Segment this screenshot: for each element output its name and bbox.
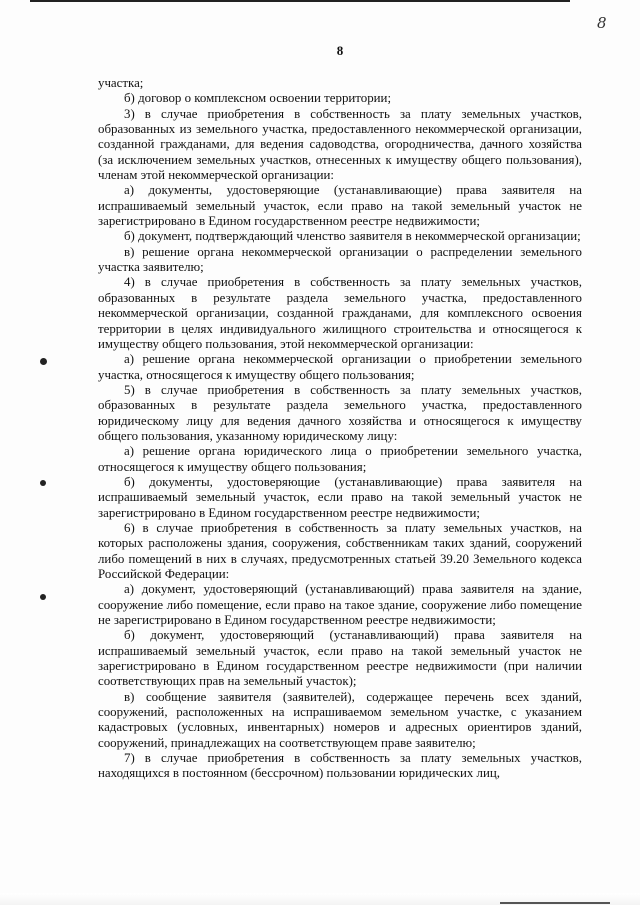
paragraph: б) документ, удостоверяющий (устанавливающий) права заявителя на испрашиваемый земельный участок, если право на такой земельный участок не зарегистрировано в Едином государственном реестре недвижимости (при наличии соответствующих прав на земельный участок);	[98, 628, 582, 689]
paragraph: а) решение органа некоммерческой организации о приобретении земельного участка, относящегося к имуществу общего пользования;	[98, 352, 582, 382]
paragraph: участка;	[98, 76, 144, 90]
hole-punch-mark	[40, 594, 46, 600]
hole-punch-mark	[40, 358, 47, 365]
paragraph: а) документы, удостоверяющие (устанавливающие) права заявителя на испрашиваемый земельный участок, если право на такой земельный участок не зарегистрировано в Едином государственном реестре недвижимости;	[98, 183, 582, 229]
paragraph: 3) в случае приобретения в собственность за плату земельных участков, образованных из земельного участка, предоставленного некоммерческой организации, созданной гражданами, для ведения садоводства, огородничества, дачного хозяйства (за исключением земельных участков, отнесенных к имуществу общего пользования), членам этой некоммерческой организации:	[98, 106, 582, 183]
hole-punch-mark	[40, 480, 46, 486]
paragraph: в) сообщение заявителя (заявителей), содержащее перечень всех зданий, сооружений, расположенных на испрашиваемом земельном участке, с указанием кадастровых (условных, инвентарных) номеров и адресных ориентиров зданий, сооружений, принадлежащих на соответствующем праве заявителю;	[98, 689, 582, 750]
paragraph: б) документ, подтверждающий членство заявителя в некоммерческой организации;	[124, 229, 581, 244]
page-number: 8	[336, 43, 344, 58]
paragraph: 6) в случае приобретения в собственность за плату земельных участков, на которых расположены здания, сооружения, собственникам таких зданий, сооружений либо помещений в них в случаях, предусмотренных статьей 39.20 Земельного кодекса Российской Федерации:	[98, 520, 582, 581]
document-body	[98, 76, 582, 782]
paragraph: 5) в случае приобретения в собственность за плату земельных участков, образованных в результате раздела земельного участка, предоставленного юридическому лицу для ведения дачного хозяйства и относящегося к имуществу общего пользования, указанному юридическому лицу:	[98, 382, 582, 443]
handwritten-page-mark: 8	[597, 14, 607, 32]
paragraph: а) решение органа юридического лица о приобретении земельного участка, относящегося к имуществу общего пользования;	[98, 444, 582, 474]
paragraph: в) решение органа некоммерческой организации о распределении земельного участка заявителю;	[98, 244, 582, 275]
paragraph: б) документы, удостоверяющие (устанавливающие) права заявителя на испрашиваемый земельный участок, если право на такой земельный участок не зарегистрировано в Едином государственном реестре недвижимости;	[98, 474, 582, 520]
scan-top-edge	[30, 0, 570, 2]
paragraph: 4) в случае приобретения в собственность за плату земельных участков, образованных в результате раздела земельного участка, предоставленного некоммерческой организации, созданной гражданами, для комплексного освоения территории в целях индивидуального жилищного строительства и относящегося к имуществу общего пользования, этой некоммерческой организации:	[98, 275, 582, 351]
scan-bottom-line	[500, 902, 610, 904]
paragraph: 7) в случае приобретения в собственность за плату земельных участков, находящихся в постоянном (бессрочном) пользовании юридических лиц,	[98, 751, 582, 781]
paragraph: б) договор о комплексном освоении территории;	[124, 91, 392, 106]
paragraph: а) документ, удостоверяющий (устанавливающий) права заявителя на здание, сооружение либо помещение, если право на такое здание, сооружение либо помещение не зарегистрировано в Едином государственном реестре недвижимости;	[98, 582, 582, 628]
